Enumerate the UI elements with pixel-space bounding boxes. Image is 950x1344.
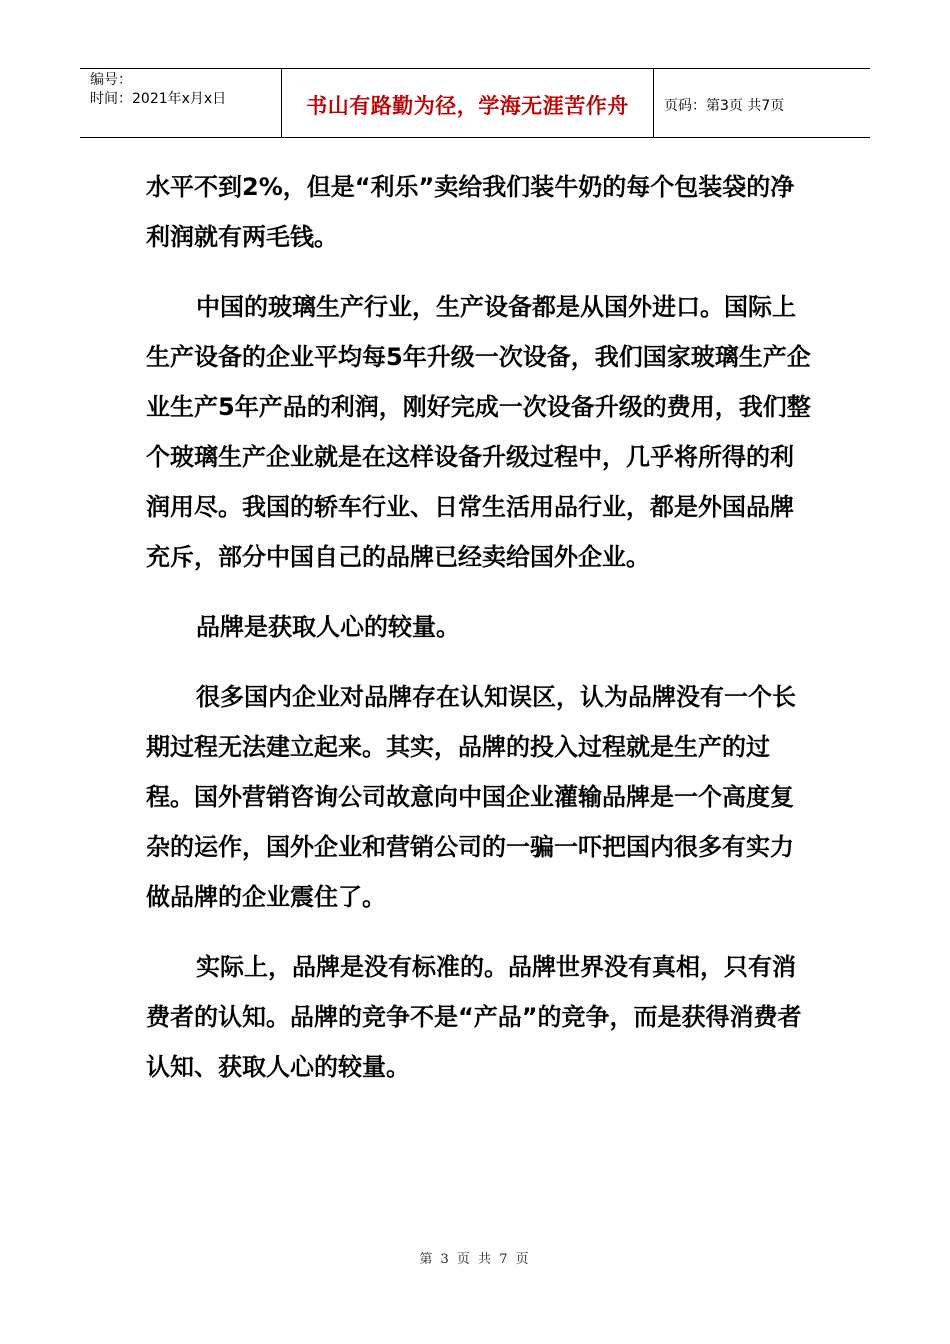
- page-footer: 第 3 页 共 7 页: [419, 1252, 531, 1267]
- paragraph-continued: 水平不到2%，但是“利乐”卖给我们装牛奶的每个包装袋的净利润就有两毛钱。: [146, 173, 795, 251]
- header-meta: [80, 69, 282, 137]
- paragraph: 实际上，品牌是没有标准的。品牌世界没有真相，只有消费者的认知。品牌的竞争不是“产品”的竞争，而是获得消费者认知、获取人心的较量。: [146, 953, 802, 1081]
- document-body: [146, 162, 816, 1112]
- header-page-cell: [654, 69, 870, 137]
- header-page-info: 页码：第3页 共7页: [664, 98, 785, 114]
- document-number-label: 编号：: [90, 72, 132, 88]
- paragraph: 很多国内企业对品牌存在认知误区，认为品牌没有一个长期过程无法建立起来。其实，品牌的投入过程就是生产的过程。国外营销咨询公司故意向中国企业灌输品牌是一个高度复杂的运作，国外企业和营销公司的一骗一吓把国内很多有实力做品牌的企业震住了。: [146, 683, 796, 911]
- page-header: [80, 68, 870, 138]
- header-motto: 书山有路勤为径，学海无涯苦作舟: [306, 94, 629, 118]
- paragraph-heading: 品牌是获取人心的较量。: [196, 613, 460, 641]
- header-motto-cell: [282, 69, 654, 137]
- paragraph: 中国的玻璃生产行业，生产设备都是从国外进口。国际上生产设备的企业平均每5年升级一次设备，我们国家玻璃生产企业生产5年产品的利润，刚好完成一次设备升级的费用，我们整个玻璃生产企业就是在这样设备升级过程中，几乎将所得的利润用尽。我国的轿车行业、日常生活用品行业，都是外国品牌充斥，部分中国自己的品牌已经卖给国外企业。: [146, 293, 811, 571]
- document-date: 时间：2021年x月x日: [90, 91, 227, 107]
